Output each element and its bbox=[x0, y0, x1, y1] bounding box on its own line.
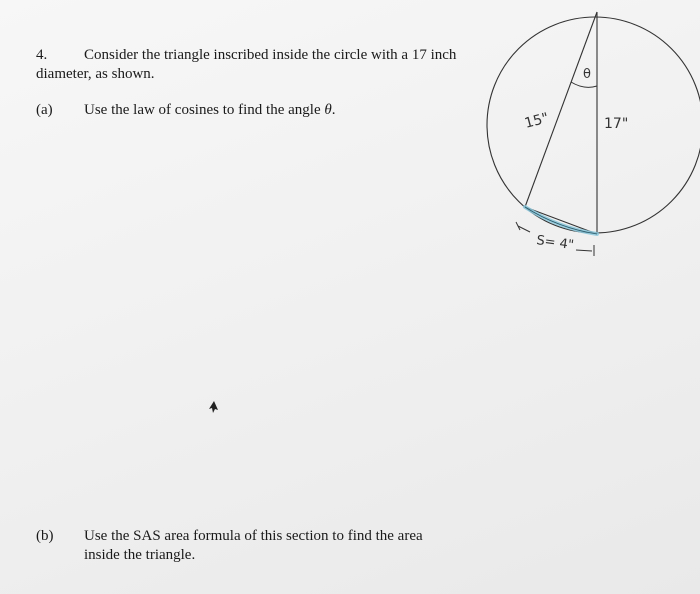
theta-label: θ bbox=[583, 67, 591, 82]
part-a-label: (a) bbox=[36, 102, 53, 118]
circle-triangle-figure bbox=[470, 0, 700, 280]
angle-arc bbox=[571, 82, 597, 87]
question-intro-line-2: diameter, as shown. bbox=[36, 66, 155, 82]
chord-side bbox=[522, 12, 597, 207]
arrow-pointer-icon bbox=[208, 400, 220, 414]
part-a-prefix: Use the law of cosines to find the angle bbox=[84, 102, 321, 118]
part-a-suffix: . bbox=[331, 102, 336, 118]
arc-length-label: S= 4" bbox=[535, 233, 575, 254]
part-b-line-1: Use the SAS area formula of this section to find the area bbox=[84, 528, 423, 544]
part-b-line-2: inside the triangle. bbox=[84, 547, 196, 563]
side-17-label: 17" bbox=[604, 116, 629, 132]
question-intro-line-1: Consider the triangle inscribed inside the circle with a 17 inch bbox=[84, 47, 457, 63]
circumscribed-circle bbox=[487, 17, 700, 233]
part-b-label: (b) bbox=[36, 528, 54, 544]
part-a-text bbox=[84, 101, 335, 119]
question-number: 4. bbox=[36, 47, 48, 63]
base-side bbox=[525, 207, 597, 234]
theta-symbol: θ bbox=[324, 102, 332, 118]
side-15-label: 15" bbox=[522, 110, 551, 132]
arc-marker-right-line bbox=[576, 250, 592, 251]
